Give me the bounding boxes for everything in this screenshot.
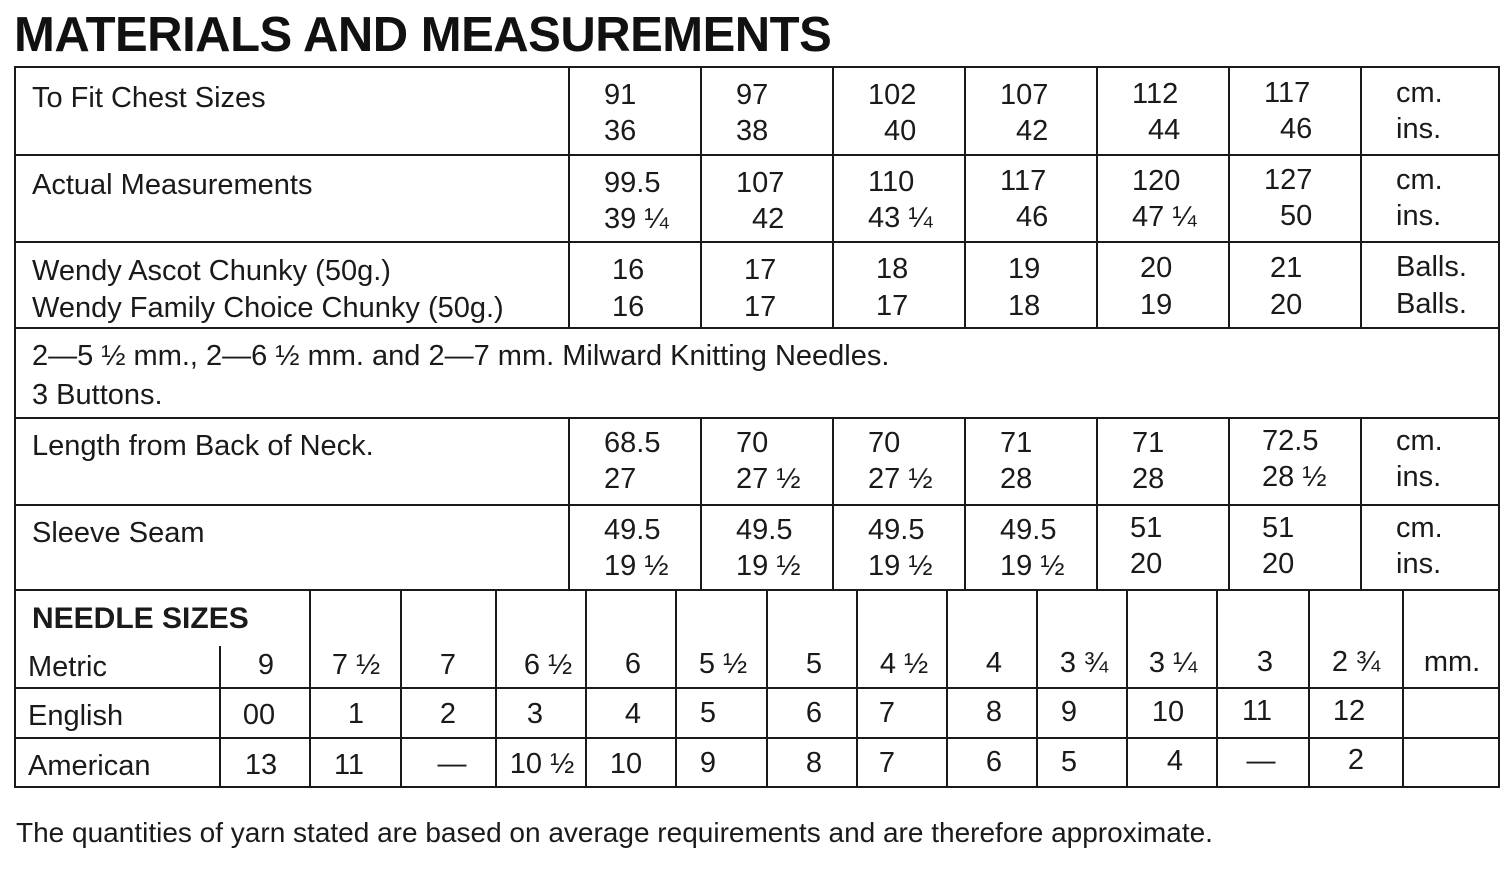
table-cell: 17 — [744, 291, 777, 323]
table-cell: 20 — [1140, 252, 1173, 284]
table-cell: 117 — [1000, 165, 1047, 197]
needle-row-label-american: American — [28, 750, 151, 782]
table-cell: 51 — [1130, 512, 1163, 544]
needle-cell: 4 ½ — [879, 648, 929, 680]
table-cell: 19 ½ — [736, 550, 801, 582]
needle-cell: 6 — [624, 648, 642, 680]
needle-cell: 7 — [439, 649, 457, 681]
table-cell: 20 — [1262, 548, 1295, 580]
table-cell: 39 ¼ — [604, 203, 669, 235]
unit-label: ins. — [1396, 461, 1442, 493]
table-cell: 20 — [1130, 548, 1163, 580]
table-cell: 36 — [604, 115, 637, 147]
unit-label: Balls. — [1396, 288, 1467, 320]
table-cell: 28 — [1132, 463, 1165, 495]
needle-cell: 5 — [1060, 746, 1078, 778]
table-cell: 43 ¼ — [868, 202, 933, 234]
row-label-chest: To Fit Chest Sizes — [32, 82, 266, 114]
table-cell: 16 — [612, 254, 645, 286]
table-cell: 107 — [736, 167, 785, 199]
needle-cell: 5 — [699, 697, 717, 729]
unit-label: Balls. — [1396, 251, 1467, 283]
needle-row-label-english: English — [28, 700, 124, 732]
needle-cell: 00 — [242, 699, 276, 731]
table-cell: 19 ½ — [604, 550, 669, 582]
table-cell: 42 — [752, 203, 785, 235]
needle-cell: 7 — [878, 697, 896, 729]
table-cell: 49.5 — [736, 514, 793, 546]
table-cell: 17 — [744, 254, 777, 286]
table-cell: 46 — [1280, 113, 1313, 145]
unit-label: ins. — [1396, 113, 1442, 145]
needles-note-line: 2—5 ½ mm., 2—6 ½ mm. and 2—7 mm. Milward Knitting Needles. — [32, 340, 890, 372]
table-cell: 110 — [868, 166, 915, 198]
needle-cell: 5 — [805, 648, 823, 680]
table-cell: 49.5 — [604, 514, 661, 546]
table-cell: 27 — [604, 463, 637, 495]
table-cell: 99.5 — [604, 167, 661, 199]
table-cell: 107 — [1000, 79, 1049, 111]
table-cell: 19 ½ — [1000, 550, 1065, 582]
needle-cell: 9 — [257, 649, 275, 681]
unit-label: ins. — [1396, 200, 1442, 232]
table-cell: 68.5 — [604, 427, 661, 459]
needle-cell: 3 ¾ — [1059, 647, 1109, 679]
needle-cell: 4 — [985, 647, 1003, 679]
table-cell: 49.5 — [1000, 514, 1057, 546]
unit-label: cm. — [1396, 425, 1443, 457]
needle-cell: — — [437, 748, 467, 780]
row-label-length: Length from Back of Neck. — [32, 430, 374, 462]
needle-cell: 6 — [985, 746, 1003, 778]
row-label-yarn-ascot: Wendy Ascot Chunky (50g.) — [32, 255, 391, 287]
needle-cell: 5 ½ — [698, 648, 748, 680]
table-cell: 19 — [1008, 253, 1041, 285]
needle-cell: 6 — [805, 697, 823, 729]
footer-note: The quantities of yarn stated are based on average requirements and are therefore approximate. — [16, 817, 1213, 848]
needle-cell: 3 ¼ — [1148, 647, 1198, 679]
needle-cell: 7 ½ — [331, 649, 381, 681]
table-cell: 91 — [604, 79, 637, 111]
needle-cell: 13 — [244, 749, 278, 781]
unit-label: cm. — [1396, 164, 1443, 196]
needle-cell: 11 — [1241, 695, 1273, 727]
table-cell: 28 — [1000, 463, 1033, 495]
table-cell: 27 ½ — [868, 463, 933, 495]
table-cell: 28 ½ — [1262, 461, 1327, 493]
table-cell: 19 ½ — [868, 550, 933, 582]
needle-sizes-heading: NEEDLE SIZES — [32, 602, 249, 635]
unit-label: cm. — [1396, 512, 1443, 544]
table-cell: 117 — [1264, 77, 1311, 109]
table-cell: 38 — [736, 115, 769, 147]
table-cell: 72.5 — [1262, 425, 1319, 457]
table-cell: 42 — [1016, 115, 1049, 147]
table-cell: 18 — [1008, 290, 1041, 322]
table-cell: 127 — [1264, 164, 1313, 196]
table-cell: 70 — [736, 427, 769, 459]
table-cell: 102 — [868, 79, 917, 111]
needle-cell: 8 — [985, 696, 1003, 728]
needle-cell: 1 — [347, 698, 365, 730]
needle-row-label-metric: Metric — [28, 651, 107, 683]
table-cell: 112 — [1132, 78, 1179, 110]
unit-label: cm. — [1396, 77, 1443, 109]
table-cell: 47 ¼ — [1132, 201, 1197, 233]
row-label-sleeve: Sleeve Seam — [32, 517, 205, 549]
table-cell: 16 — [612, 291, 645, 323]
table-cell: 17 — [876, 290, 909, 322]
unit-label: mm. — [1423, 646, 1481, 678]
table-cell: 51 — [1262, 512, 1295, 544]
needle-cell: 3 — [526, 698, 544, 730]
table-cell: 70 — [868, 427, 901, 459]
row-label-yarn-family: Wendy Family Choice Chunky (50g.) — [32, 292, 504, 324]
needle-cell: 8 — [805, 747, 823, 779]
needle-cell: 2 ¾ — [1331, 646, 1381, 678]
table-cell: 19 — [1140, 289, 1173, 321]
needle-cell: 12 — [1332, 695, 1366, 727]
needle-cell: 2 — [1347, 744, 1365, 776]
needle-cell: 10 — [609, 748, 643, 780]
needle-cell: 9 — [699, 747, 717, 779]
needle-cell: 11 — [333, 749, 365, 781]
table-cell: 71 — [1132, 427, 1165, 459]
table-cell: 71 — [1000, 427, 1033, 459]
needle-cell: — — [1246, 745, 1276, 777]
table-cell: 20 — [1270, 289, 1303, 321]
table-cell: 49.5 — [868, 514, 925, 546]
unit-label: ins. — [1396, 548, 1442, 580]
needle-cell: 6 ½ — [523, 649, 573, 681]
table-cell: 44 — [1148, 114, 1181, 146]
needle-cell: 3 — [1256, 646, 1274, 678]
needle-cell: 9 — [1060, 696, 1078, 728]
needle-cell: 7 — [878, 747, 896, 779]
needle-cell: 10 — [1151, 696, 1185, 728]
table-cell: 50 — [1280, 200, 1313, 232]
table-cell: 27 ½ — [736, 463, 801, 495]
table-cell: 40 — [884, 115, 917, 147]
needle-cell: 4 — [1166, 745, 1184, 777]
buttons-note-line: 3 Buttons. — [32, 379, 163, 411]
needle-cell: 2 — [439, 698, 457, 730]
page-title: MATERIALS AND MEASUREMENTS — [14, 8, 832, 62]
table-cell: 21 — [1270, 252, 1303, 284]
needle-cell: 4 — [624, 698, 642, 730]
table-cell: 120 — [1132, 165, 1181, 197]
row-label-actual: Actual Measurements — [32, 169, 313, 201]
table-cell: 18 — [876, 253, 909, 285]
needle-cell: 10 ½ — [509, 748, 575, 780]
table-cell: 97 — [736, 79, 769, 111]
table-cell: 46 — [1016, 201, 1049, 233]
